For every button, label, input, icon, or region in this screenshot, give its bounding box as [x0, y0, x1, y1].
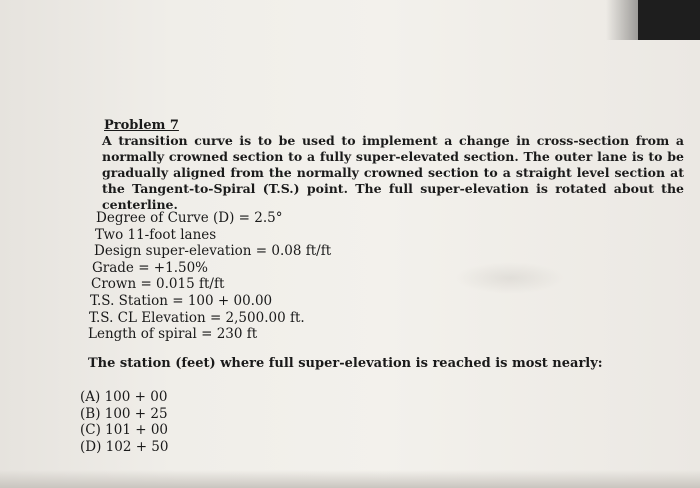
choice-b: (B) 100 + 25 — [80, 405, 168, 422]
problem-title: Problem 7 — [104, 118, 179, 133]
givens-list — [88, 210, 331, 343]
given-grade: Grade = +1.50% — [92, 259, 209, 276]
choice-d: (D) 102 + 50 — [80, 438, 169, 455]
choice-a: (A) 100 + 00 — [80, 389, 168, 405]
given-design-superelevation: Design super-elevation = 0.08 ft/ft — [94, 243, 332, 260]
given-ts-cl-elevation: T.S. CL Elevation = 2,500.00 ft. — [89, 309, 305, 326]
problem-statement: A transition curve is to be used to implement a change in cross-section from a normally crowned section to a fully super-elevated section. The outer lane is to be gradually aligned from the normally crowned section to a straight level section at the Tangent-to-Spiral (T.S.) point. The full super-elevation is rotated about the centerline. — [102, 133, 684, 212]
given-ts-station: T.S. Station = 100 + 00.00 — [90, 292, 273, 309]
answer-choices — [80, 389, 169, 455]
given-lanes: Two 11-foot lanes — [95, 226, 217, 243]
given-crown: Crown = 0.015 ft/ft — [91, 276, 225, 293]
choice-c: (C) 101 + 00 — [80, 422, 168, 438]
given-spiral-length: Length of spiral = 230 ft — [88, 326, 258, 343]
given-degree-of-curve: Degree of Curve (D) = 2.5° — [96, 210, 283, 226]
question-text: The station (feet) where full super-elevation is reached is most nearly: — [88, 356, 603, 371]
